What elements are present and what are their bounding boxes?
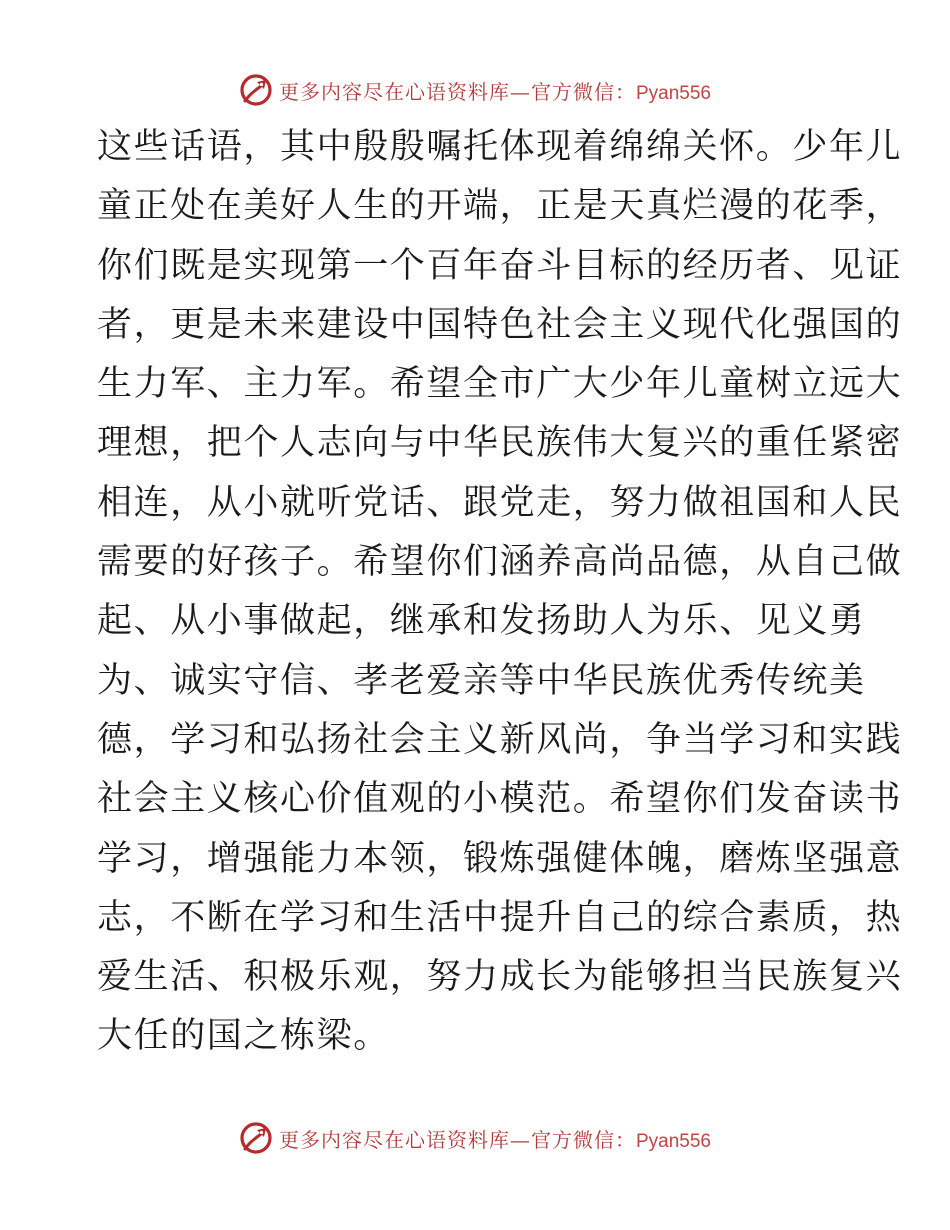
body-line: 德，学习和弘扬社会主义新风尚，争当学习和实践 — [97, 719, 903, 760]
body-line: 相连，从小就听党话、跟党走，努力做祖国和人民 — [97, 482, 903, 523]
body-line: 起、从小事做起，继承和发扬助人为乐、见义勇 — [97, 601, 866, 642]
body-line: 童正处在美好人生的开端，正是天真烂漫的花季， — [97, 186, 903, 227]
body-line: 需要的好孩子。希望你们涵养高尚品德，从自己做 — [97, 542, 903, 583]
header-slogan: 更多内容尽在心语资料库—官方微信：Pyan556 — [278, 79, 711, 104]
document-body — [97, 118, 903, 1067]
body-line: 志，不断在学习和生活中提升自己的综合素质，热 — [97, 897, 903, 938]
body-line: 理想，把个人志向与中华民族伟大复兴的重任紧密 — [97, 423, 903, 464]
body-line: 你们既是实现第一个百年奋斗目标的经历者、见证 — [97, 245, 903, 286]
pen-nib-logo-icon — [239, 1121, 273, 1155]
footer-banner — [0, 1118, 950, 1158]
body-line: 爱生活、积极乐观，努力成长为能够担当民族复兴 — [97, 957, 903, 998]
pen-nib-logo-icon — [239, 73, 273, 107]
body-line: 这些话语，其中殷殷嘱托体现着绵绵关怀。少年儿 — [97, 127, 903, 167]
header-wechat-id: Pyan556 — [635, 82, 711, 104]
body-line: 大任的国之栋梁。 — [97, 1016, 390, 1057]
body-line: 者，更是未来建设中国特色社会主义现代化强国的 — [97, 304, 903, 345]
footer-slogan: 更多内容尽在心语资料库—官方微信：Pyan556 — [278, 1127, 711, 1152]
body-line: 社会主义核心价值观的小模范。希望你们发奋读书 — [97, 779, 903, 820]
header-banner — [0, 70, 950, 110]
body-line: 为、诚实守信、孝老爱亲等中华民族优秀传统美 — [97, 660, 866, 701]
body-line: 生力军、主力军。希望全市广大少年儿童树立远大 — [97, 364, 903, 405]
footer-wechat-id: Pyan556 — [635, 1130, 711, 1152]
body-line: 学习，增强能力本领，锻炼强健体魄，磨炼坚强意 — [97, 838, 903, 879]
